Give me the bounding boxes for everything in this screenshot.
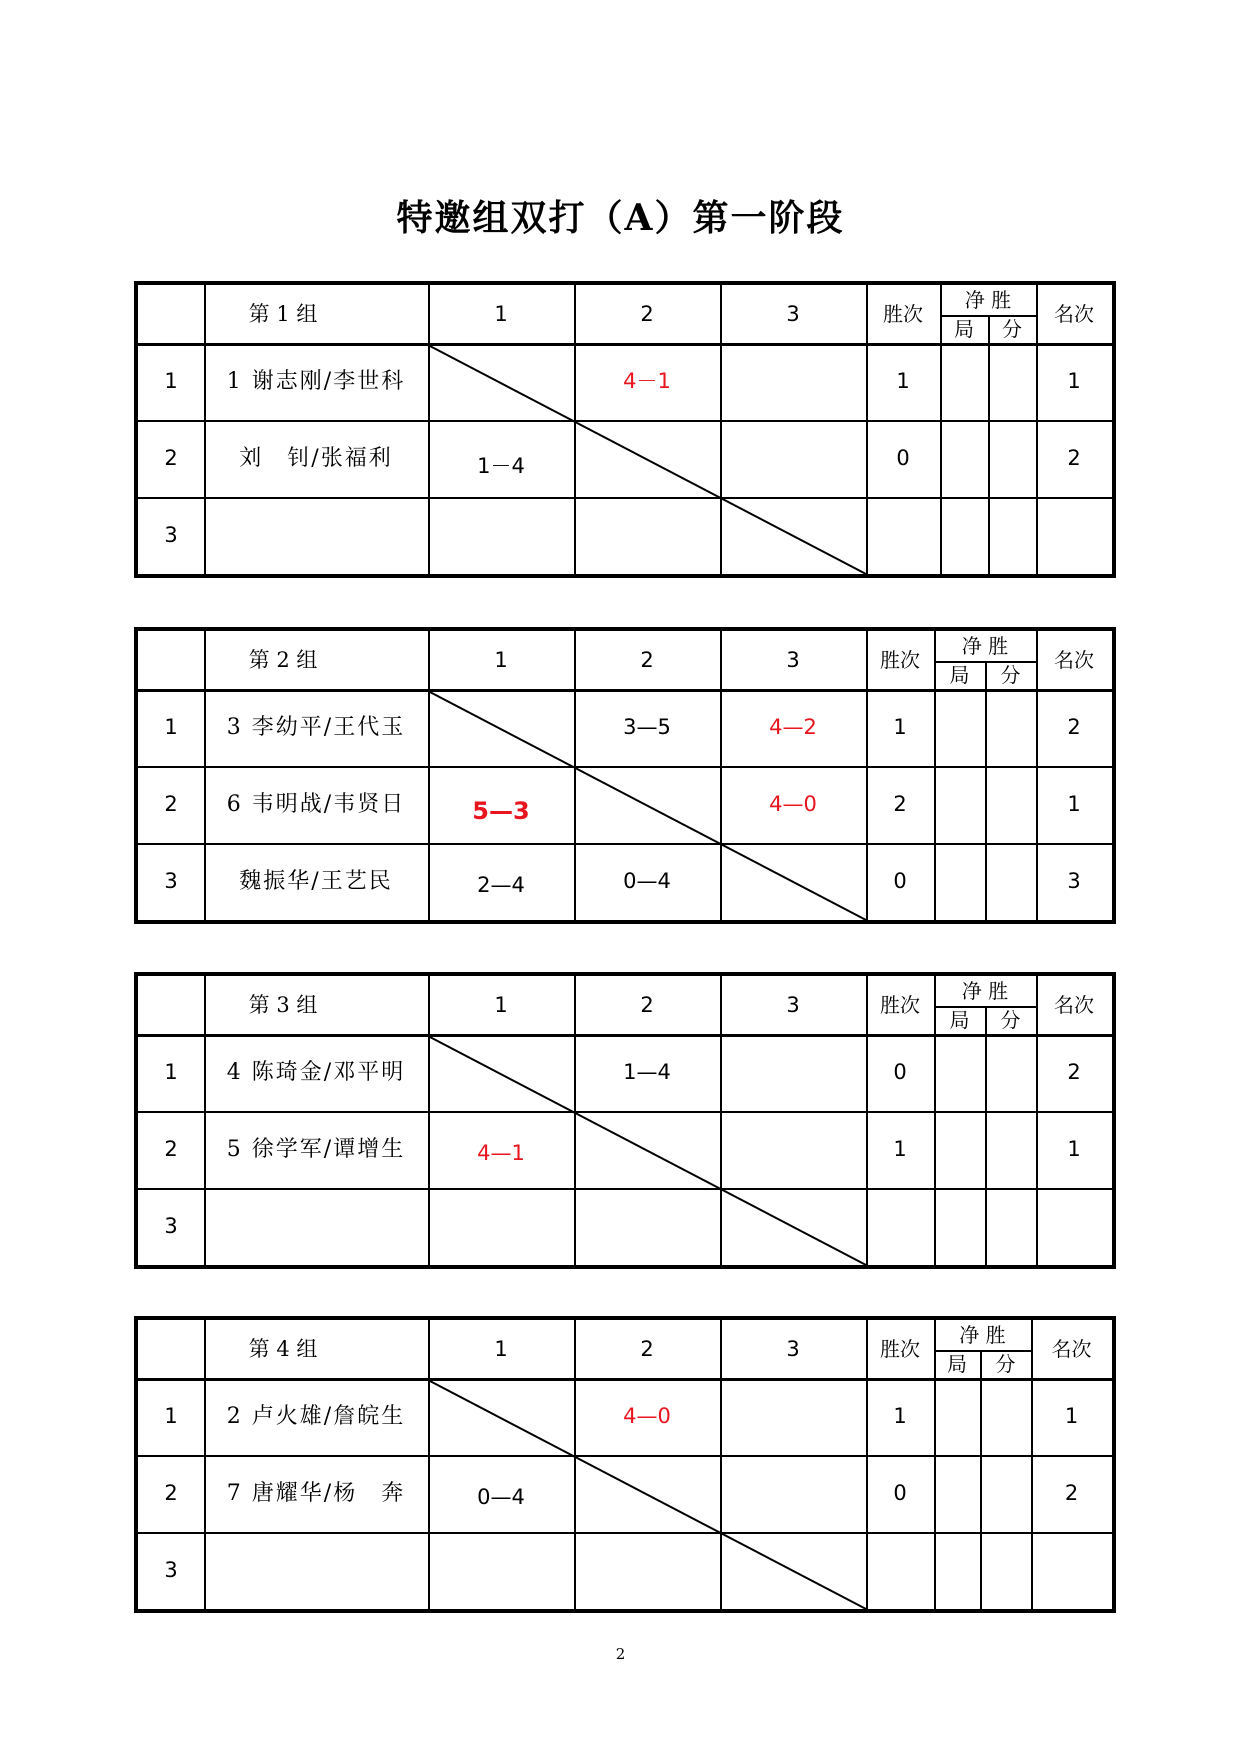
net-win-header: 净 胜: [961, 634, 1009, 658]
match-score: 4—2: [769, 715, 817, 739]
col-header-1: 1: [494, 647, 508, 672]
player-pair: 魏振华/王艺民: [239, 868, 393, 894]
match-score: 5—3: [472, 796, 530, 825]
player-pair: 6 韦明战/韦贤日: [226, 791, 406, 817]
col-header-2: 2: [640, 992, 654, 1017]
player-pair: 刘 钊/张福利: [239, 445, 393, 471]
rank-value: 2: [1067, 715, 1081, 739]
row-number: 3: [164, 1214, 178, 1238]
net-win-header: 净 胜: [961, 979, 1009, 1003]
match-score: 4—0: [623, 1404, 671, 1428]
wins-header: 胜次: [880, 648, 920, 672]
rank-value: 1: [1067, 792, 1081, 816]
player-pair: 2 卢火雄/詹皖生: [226, 1403, 406, 1429]
rank-value: 1: [1064, 1404, 1079, 1428]
rank-header: 名次: [1054, 993, 1094, 1017]
net-points-header: 分: [1000, 1008, 1021, 1032]
wins-header: 胜次: [880, 1337, 920, 1361]
group-table: [134, 281, 1116, 578]
row-number: 2: [164, 792, 178, 816]
wins-value: 0: [893, 869, 907, 893]
row-number: 1: [164, 1404, 178, 1428]
rank-header: 名次: [1054, 302, 1094, 326]
match-score: 0—4: [477, 1485, 525, 1509]
net-games-header: 局: [949, 663, 970, 687]
group-table: [134, 627, 1116, 924]
wins-value: 1: [896, 369, 910, 393]
match-score: 4—0: [769, 792, 817, 816]
player-pair: 4 陈琦金/邓平明: [226, 1059, 406, 1085]
row-number: 1: [164, 369, 178, 393]
match-score: 3—5: [623, 715, 671, 739]
wins-value: 1: [893, 1137, 907, 1161]
page-number: 2: [615, 1645, 626, 1663]
row-number: 2: [164, 446, 178, 470]
wins-value: 2: [893, 792, 907, 816]
col-header-3: 3: [786, 1336, 800, 1361]
player-pair: 7 唐耀华/杨 奔: [226, 1480, 406, 1506]
wins-value: 0: [896, 446, 910, 470]
net-games-header: 局: [947, 1352, 967, 1376]
group-table: [134, 972, 1116, 1269]
col-header-1: 1: [494, 1336, 508, 1361]
row-number: 3: [164, 523, 178, 547]
wins-value: 0: [893, 1481, 907, 1505]
group-table: [134, 1316, 1116, 1613]
rank-value: 2: [1067, 446, 1081, 470]
group-label: 第 1 组: [248, 301, 318, 326]
rank-value: 2: [1064, 1481, 1079, 1505]
net-points-header: 分: [1000, 663, 1021, 687]
col-header-3: 3: [786, 647, 800, 672]
net-win-header: 净 胜: [964, 288, 1012, 312]
rank-value: 2: [1067, 1060, 1081, 1084]
row-number: 2: [164, 1481, 178, 1505]
rank-value: 1: [1067, 1137, 1081, 1161]
col-header-2: 2: [640, 647, 654, 672]
group-label: 第 2 组: [248, 647, 318, 672]
match-score: 0—4: [623, 869, 671, 893]
match-score: 4—1: [477, 1141, 525, 1165]
wins-value: 1: [893, 715, 907, 739]
net-points-header: 分: [995, 1352, 1016, 1376]
player-pair: 5 徐学军/谭增生: [226, 1136, 406, 1162]
group-label: 第 4 组: [248, 1336, 318, 1361]
row-number: 1: [164, 715, 178, 739]
col-header-1: 1: [494, 992, 508, 1017]
net-points-header: 分: [1002, 317, 1022, 341]
row-number: 2: [164, 1137, 178, 1161]
row-number: 3: [164, 1558, 178, 1582]
wins-header: 胜次: [883, 302, 923, 326]
group-label: 第 3 组: [248, 992, 318, 1017]
col-header-1: 1: [494, 301, 508, 326]
match-score: 2—4: [477, 873, 525, 897]
match-score: 4－1: [623, 369, 671, 393]
wins-header: 胜次: [880, 993, 920, 1017]
player-pair: 1 谢志刚/李世科: [226, 368, 406, 394]
net-games-header: 局: [949, 1008, 970, 1032]
rank-header: 名次: [1051, 1337, 1092, 1361]
col-header-2: 2: [640, 301, 654, 326]
col-header-3: 3: [786, 301, 800, 326]
wins-value: 0: [893, 1060, 907, 1084]
match-score: 1－4: [477, 454, 525, 478]
rank-value: 3: [1067, 869, 1081, 893]
row-number: 3: [164, 869, 178, 893]
wins-value: 1: [893, 1404, 907, 1428]
row-number: 1: [164, 1060, 178, 1084]
rank-value: 1: [1067, 369, 1081, 393]
net-win-header: 净 胜: [959, 1323, 1006, 1347]
page-title: 特邀组双打（A）第一阶段: [396, 197, 845, 239]
player-pair: 3 李幼平/王代玉: [226, 714, 406, 740]
rank-header: 名次: [1054, 648, 1094, 672]
match-score: 1—4: [623, 1060, 671, 1084]
col-header-3: 3: [786, 992, 800, 1017]
net-games-header: 局: [954, 317, 974, 341]
col-header-2: 2: [640, 1336, 654, 1361]
